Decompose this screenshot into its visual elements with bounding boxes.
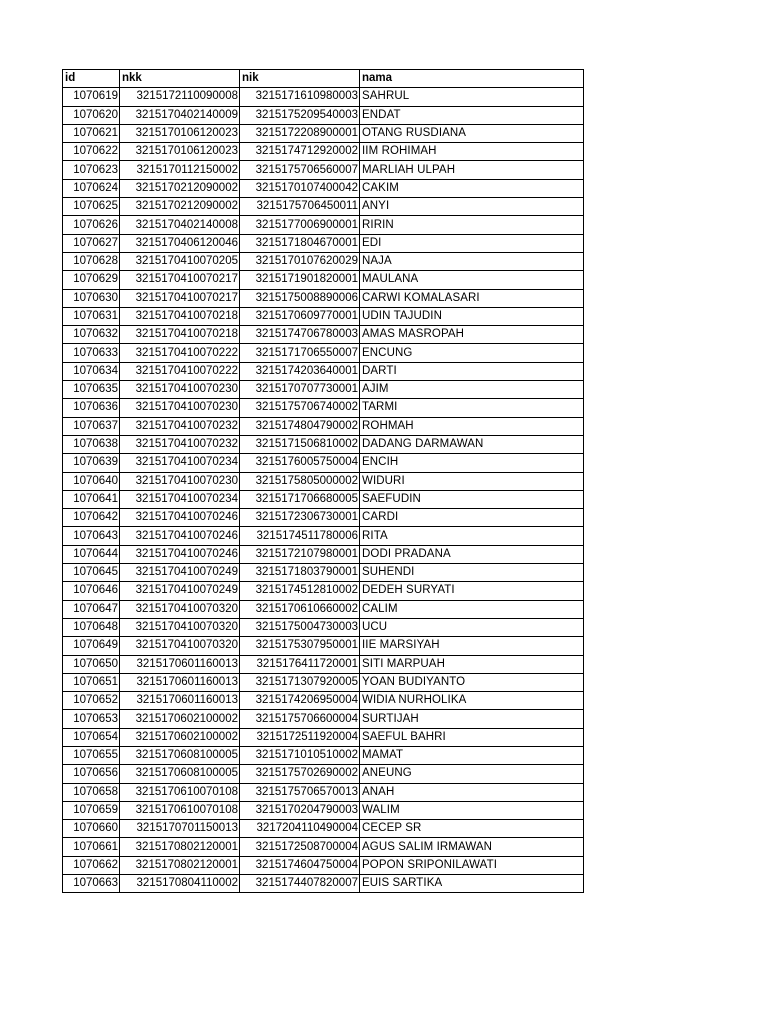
cell-nama: YOAN BUDIYANTO bbox=[360, 673, 584, 691]
cell-nama: ENDAT bbox=[360, 106, 584, 124]
cell-nkk: 3215170410070246 bbox=[120, 509, 240, 527]
cell-nkk: 3215172110090008 bbox=[120, 88, 240, 106]
cell-nama: SITI MARPUAH bbox=[360, 655, 584, 673]
table-row bbox=[63, 618, 584, 636]
table-row bbox=[63, 234, 584, 252]
cell-nkk: 3215170701150013 bbox=[120, 820, 240, 838]
cell-id: 1070645 bbox=[63, 564, 120, 582]
cell-id: 1070626 bbox=[63, 216, 120, 234]
cell-id: 1070633 bbox=[63, 344, 120, 362]
table-row bbox=[63, 600, 584, 618]
cell-nik: 3215171804670001 bbox=[240, 234, 360, 252]
cell-id: 1070627 bbox=[63, 234, 120, 252]
cell-nama: UCU bbox=[360, 618, 584, 636]
cell-id: 1070654 bbox=[63, 728, 120, 746]
cell-nama: WIDIA NURHOLIKA bbox=[360, 692, 584, 710]
cell-id: 1070621 bbox=[63, 124, 120, 142]
cell-nkk: 3215170802120001 bbox=[120, 838, 240, 856]
table-row bbox=[63, 564, 584, 582]
cell-nik: 3215176411720001 bbox=[240, 655, 360, 673]
cell-nkk: 3215170212090002 bbox=[120, 179, 240, 197]
cell-nkk: 3215170410070222 bbox=[120, 344, 240, 362]
table-row bbox=[63, 655, 584, 673]
cell-nik: 3215174604750004 bbox=[240, 856, 360, 874]
cell-nik: 3215171803790001 bbox=[240, 564, 360, 582]
cell-nik: 3215174804790002 bbox=[240, 417, 360, 435]
table-row bbox=[63, 381, 584, 399]
cell-nama: CALIM bbox=[360, 600, 584, 618]
cell-nama: CECEP SR bbox=[360, 820, 584, 838]
cell-nik: 3215175706560007 bbox=[240, 161, 360, 179]
cell-nama: RIRIN bbox=[360, 216, 584, 234]
table-row bbox=[63, 124, 584, 142]
cell-nama: AGUS SALIM IRMAWAN bbox=[360, 838, 584, 856]
cell-nkk: 3215170410070249 bbox=[120, 564, 240, 582]
cell-nik: 3215174206950004 bbox=[240, 692, 360, 710]
table-body bbox=[63, 88, 584, 893]
cell-nkk: 3215170802120001 bbox=[120, 856, 240, 874]
cell-id: 1070663 bbox=[63, 875, 120, 893]
table-row bbox=[63, 161, 584, 179]
cell-nkk: 3215170410070230 bbox=[120, 381, 240, 399]
cell-id: 1070647 bbox=[63, 600, 120, 618]
cell-nkk: 3215170106120023 bbox=[120, 143, 240, 161]
cell-nik: 3215172306730001 bbox=[240, 509, 360, 527]
cell-nik: 3215174712920002 bbox=[240, 143, 360, 161]
cell-nik: 3215174407820007 bbox=[240, 875, 360, 893]
cell-nik: 3215175706570013 bbox=[240, 783, 360, 801]
table-row bbox=[63, 856, 584, 874]
table-row bbox=[63, 326, 584, 344]
cell-nik: 3215172208900001 bbox=[240, 124, 360, 142]
cell-nama: DADANG DARMAWAN bbox=[360, 435, 584, 453]
cell-nama: OTANG RUSDIANA bbox=[360, 124, 584, 142]
cell-nama: WALIM bbox=[360, 801, 584, 819]
cell-id: 1070644 bbox=[63, 545, 120, 563]
header-id: id bbox=[63, 70, 120, 88]
cell-id: 1070630 bbox=[63, 289, 120, 307]
cell-nik: 3215170707730001 bbox=[240, 381, 360, 399]
cell-id: 1070658 bbox=[63, 783, 120, 801]
table-row bbox=[63, 545, 584, 563]
table-row bbox=[63, 198, 584, 216]
cell-nama: ENCUNG bbox=[360, 344, 584, 362]
cell-id: 1070638 bbox=[63, 435, 120, 453]
cell-id: 1070659 bbox=[63, 801, 120, 819]
cell-id: 1070635 bbox=[63, 381, 120, 399]
table-row bbox=[63, 710, 584, 728]
table-row bbox=[63, 527, 584, 545]
cell-nkk: 3215170410070232 bbox=[120, 417, 240, 435]
table-row bbox=[63, 783, 584, 801]
cell-id: 1070639 bbox=[63, 454, 120, 472]
cell-id: 1070646 bbox=[63, 582, 120, 600]
cell-nkk: 3215170402140009 bbox=[120, 106, 240, 124]
cell-id: 1070634 bbox=[63, 362, 120, 380]
cell-nik: 3217204110490004 bbox=[240, 820, 360, 838]
cell-id: 1070661 bbox=[63, 838, 120, 856]
cell-nkk: 3215170410070218 bbox=[120, 307, 240, 325]
table-row bbox=[63, 344, 584, 362]
cell-nkk: 3215170410070230 bbox=[120, 399, 240, 417]
cell-nama: TARMI bbox=[360, 399, 584, 417]
table-row bbox=[63, 399, 584, 417]
cell-id: 1070632 bbox=[63, 326, 120, 344]
cell-id: 1070642 bbox=[63, 509, 120, 527]
cell-nkk: 3215170410070246 bbox=[120, 527, 240, 545]
cell-nama: DEDEH SURYATI bbox=[360, 582, 584, 600]
table-row bbox=[63, 490, 584, 508]
cell-nik: 3215171307920005 bbox=[240, 673, 360, 691]
cell-nkk: 3215170601160013 bbox=[120, 692, 240, 710]
cell-nkk: 3215170106120023 bbox=[120, 124, 240, 142]
cell-id: 1070631 bbox=[63, 307, 120, 325]
cell-id: 1070643 bbox=[63, 527, 120, 545]
table-row bbox=[63, 454, 584, 472]
cell-nkk: 3215170804110002 bbox=[120, 875, 240, 893]
cell-nkk: 3215170402140008 bbox=[120, 216, 240, 234]
table-row bbox=[63, 216, 584, 234]
table-row bbox=[63, 673, 584, 691]
table-row bbox=[63, 820, 584, 838]
cell-nik: 3215171901820001 bbox=[240, 271, 360, 289]
table-row bbox=[63, 307, 584, 325]
cell-nik: 3215172511920004 bbox=[240, 728, 360, 746]
cell-nik: 3215170610660002 bbox=[240, 600, 360, 618]
cell-nkk: 3215170608100005 bbox=[120, 765, 240, 783]
cell-nkk: 3215170410070217 bbox=[120, 289, 240, 307]
cell-nkk: 3215170608100005 bbox=[120, 746, 240, 764]
cell-nama: ANAH bbox=[360, 783, 584, 801]
cell-nama: AMAS MASROPAH bbox=[360, 326, 584, 344]
cell-nama: EUIS SARTIKA bbox=[360, 875, 584, 893]
cell-nama: SUHENDI bbox=[360, 564, 584, 582]
cell-nama: WIDURI bbox=[360, 472, 584, 490]
cell-nik: 3215175706740002 bbox=[240, 399, 360, 417]
table-row bbox=[63, 472, 584, 490]
cell-nik: 3215175004730003 bbox=[240, 618, 360, 636]
cell-nkk: 3215170410070320 bbox=[120, 600, 240, 618]
cell-nama: SAEFUL BAHRI bbox=[360, 728, 584, 746]
cell-id: 1070653 bbox=[63, 710, 120, 728]
table-row bbox=[63, 252, 584, 270]
cell-nkk: 3215170602100002 bbox=[120, 728, 240, 746]
cell-nik: 3215170204790003 bbox=[240, 801, 360, 819]
cell-nama: ROHMAH bbox=[360, 417, 584, 435]
cell-id: 1070651 bbox=[63, 673, 120, 691]
cell-nik: 3215171706550007 bbox=[240, 344, 360, 362]
table-row bbox=[63, 106, 584, 124]
cell-nik: 3215175706600004 bbox=[240, 710, 360, 728]
cell-nkk: 3215170410070222 bbox=[120, 362, 240, 380]
cell-nama: RITA bbox=[360, 527, 584, 545]
cell-nkk: 3215170112150002 bbox=[120, 161, 240, 179]
header-row bbox=[63, 70, 584, 88]
cell-id: 1070662 bbox=[63, 856, 120, 874]
cell-id: 1070620 bbox=[63, 106, 120, 124]
cell-nik: 3215175805000002 bbox=[240, 472, 360, 490]
cell-nkk: 3215170410070320 bbox=[120, 618, 240, 636]
cell-nama: ENCIH bbox=[360, 454, 584, 472]
cell-nkk: 3215170410070234 bbox=[120, 490, 240, 508]
cell-nik: 3215176005750004 bbox=[240, 454, 360, 472]
cell-id: 1070650 bbox=[63, 655, 120, 673]
cell-nik: 3215175706450011 bbox=[240, 198, 360, 216]
cell-nkk: 3215170410070320 bbox=[120, 637, 240, 655]
cell-id: 1070656 bbox=[63, 765, 120, 783]
cell-nik: 3215177006900001 bbox=[240, 216, 360, 234]
cell-nkk: 3215170410070230 bbox=[120, 472, 240, 490]
cell-nama: POPON SRIPONILAWATI bbox=[360, 856, 584, 874]
cell-nkk: 3215170410070217 bbox=[120, 271, 240, 289]
cell-nama: MAMAT bbox=[360, 746, 584, 764]
cell-nik: 3215171706680005 bbox=[240, 490, 360, 508]
table-header bbox=[63, 70, 584, 88]
table-row bbox=[63, 801, 584, 819]
cell-nama: SAEFUDIN bbox=[360, 490, 584, 508]
header-nama: nama bbox=[360, 70, 584, 88]
table-row bbox=[63, 765, 584, 783]
cell-nik: 3215174512810002 bbox=[240, 582, 360, 600]
cell-nik: 3215174511780006 bbox=[240, 527, 360, 545]
cell-nama: ANYI bbox=[360, 198, 584, 216]
cell-nama: NAJA bbox=[360, 252, 584, 270]
table-row bbox=[63, 179, 584, 197]
cell-nik: 3215174706780003 bbox=[240, 326, 360, 344]
cell-nik: 3215170609770001 bbox=[240, 307, 360, 325]
cell-nama: CARWI KOMALASARI bbox=[360, 289, 584, 307]
data-table bbox=[62, 69, 584, 893]
cell-id: 1070629 bbox=[63, 271, 120, 289]
cell-nik: 3215170107620029 bbox=[240, 252, 360, 270]
cell-nkk: 3215170601160013 bbox=[120, 673, 240, 691]
cell-nik: 3215172107980001 bbox=[240, 545, 360, 563]
cell-nkk: 3215170410070218 bbox=[120, 326, 240, 344]
cell-id: 1070660 bbox=[63, 820, 120, 838]
cell-nama: CARDI bbox=[360, 509, 584, 527]
cell-nkk: 3215170410070234 bbox=[120, 454, 240, 472]
cell-nama: MAULANA bbox=[360, 271, 584, 289]
cell-nik: 3215171610980003 bbox=[240, 88, 360, 106]
table-row bbox=[63, 582, 584, 600]
cell-id: 1070625 bbox=[63, 198, 120, 216]
cell-nkk: 3215170410070246 bbox=[120, 545, 240, 563]
table-row bbox=[63, 509, 584, 527]
cell-nik: 3215171506810002 bbox=[240, 435, 360, 453]
cell-nkk: 3215170601160013 bbox=[120, 655, 240, 673]
cell-id: 1070652 bbox=[63, 692, 120, 710]
table-row bbox=[63, 143, 584, 161]
cell-nik: 3215170107400042 bbox=[240, 179, 360, 197]
cell-id: 1070624 bbox=[63, 179, 120, 197]
cell-nkk: 3215170410070249 bbox=[120, 582, 240, 600]
table-row bbox=[63, 637, 584, 655]
cell-nik: 3215175702690002 bbox=[240, 765, 360, 783]
table-row bbox=[63, 728, 584, 746]
cell-nkk: 3215170602100002 bbox=[120, 710, 240, 728]
cell-id: 1070628 bbox=[63, 252, 120, 270]
cell-nama: SURTIJAH bbox=[360, 710, 584, 728]
cell-id: 1070648 bbox=[63, 618, 120, 636]
cell-nama: AJIM bbox=[360, 381, 584, 399]
cell-id: 1070641 bbox=[63, 490, 120, 508]
cell-id: 1070637 bbox=[63, 417, 120, 435]
cell-id: 1070640 bbox=[63, 472, 120, 490]
cell-nkk: 3215170406120046 bbox=[120, 234, 240, 252]
cell-nik: 3215172508700004 bbox=[240, 838, 360, 856]
table-row bbox=[63, 271, 584, 289]
cell-id: 1070649 bbox=[63, 637, 120, 655]
cell-nik: 3215175008890006 bbox=[240, 289, 360, 307]
cell-nik: 3215174203640001 bbox=[240, 362, 360, 380]
table-row bbox=[63, 362, 584, 380]
table-row bbox=[63, 746, 584, 764]
header-nkk: nkk bbox=[120, 70, 240, 88]
cell-nama: DODI PRADANA bbox=[360, 545, 584, 563]
table-row bbox=[63, 88, 584, 106]
cell-id: 1070622 bbox=[63, 143, 120, 161]
cell-nama: CAKIM bbox=[360, 179, 584, 197]
cell-nama: ANEUNG bbox=[360, 765, 584, 783]
cell-id: 1070623 bbox=[63, 161, 120, 179]
header-nik: nik bbox=[240, 70, 360, 88]
table-row bbox=[63, 289, 584, 307]
cell-nama: IIM ROHIMAH bbox=[360, 143, 584, 161]
cell-id: 1070655 bbox=[63, 746, 120, 764]
cell-nama: SAHRUL bbox=[360, 88, 584, 106]
cell-nkk: 3215170610070108 bbox=[120, 783, 240, 801]
cell-nkk: 3215170410070205 bbox=[120, 252, 240, 270]
table-row bbox=[63, 838, 584, 856]
cell-nkk: 3215170610070108 bbox=[120, 801, 240, 819]
cell-nama: MARLIAH ULPAH bbox=[360, 161, 584, 179]
table-row bbox=[63, 875, 584, 893]
cell-nama: DARTI bbox=[360, 362, 584, 380]
cell-nama: UDIN TAJUDIN bbox=[360, 307, 584, 325]
cell-nkk: 3215170410070232 bbox=[120, 435, 240, 453]
table-row bbox=[63, 417, 584, 435]
table-row bbox=[63, 692, 584, 710]
cell-nama: IIE MARSIYAH bbox=[360, 637, 584, 655]
cell-nik: 3215175209540003 bbox=[240, 106, 360, 124]
table-row bbox=[63, 435, 584, 453]
cell-nik: 3215171010510002 bbox=[240, 746, 360, 764]
cell-id: 1070619 bbox=[63, 88, 120, 106]
cell-nama: EDI bbox=[360, 234, 584, 252]
cell-nik: 3215175307950001 bbox=[240, 637, 360, 655]
cell-nkk: 3215170212090002 bbox=[120, 198, 240, 216]
cell-id: 1070636 bbox=[63, 399, 120, 417]
